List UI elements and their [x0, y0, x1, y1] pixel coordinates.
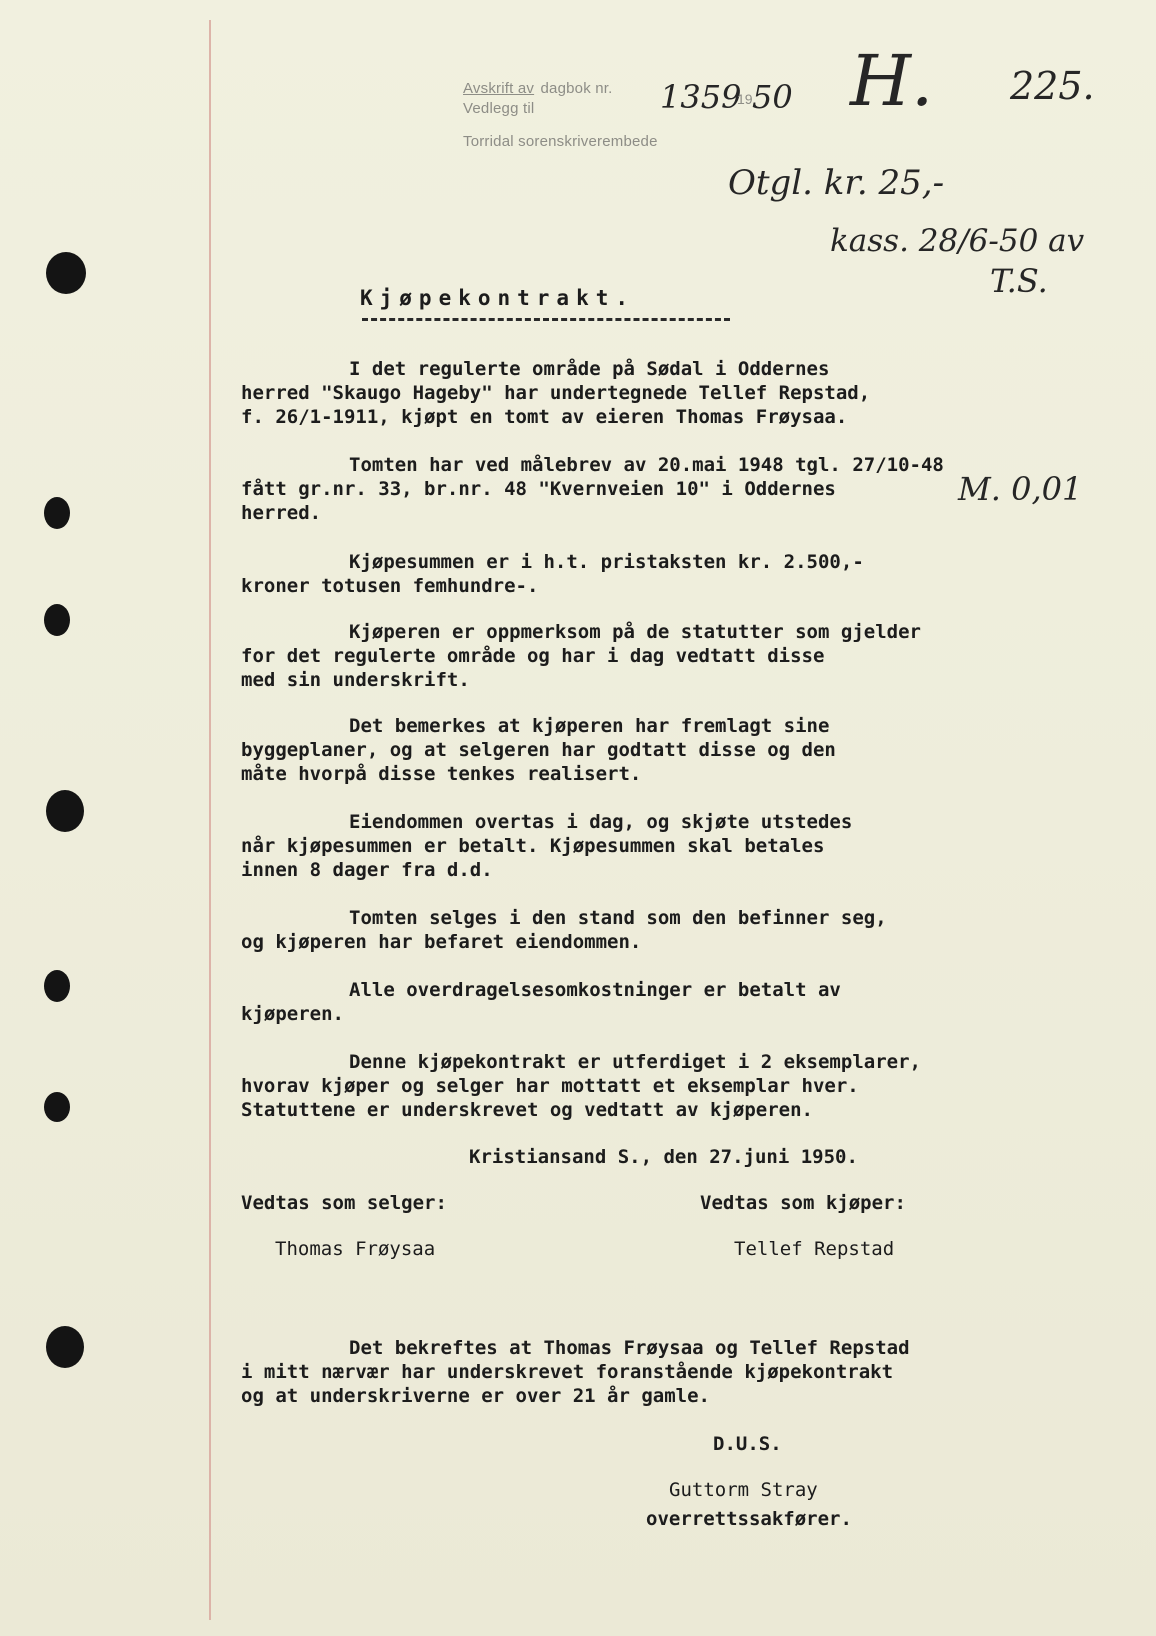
buyer-name: Tellef Repstad [734, 1238, 895, 1260]
stamp-hand-year: 50 [752, 78, 793, 116]
stamp-line2: Vedlegg til [463, 100, 535, 117]
text-line: herred "Skaugo Hageby" har undertegnede Tellef Repstad, [241, 382, 871, 404]
margin-line [209, 20, 211, 1620]
text-line: når kjøpesummen er betalt. Kjøpesummen skal betales [241, 835, 825, 857]
text-line: Det bemerkes at kjøperen har fremlagt sine [349, 715, 830, 737]
text-line: med sin underskrift. [241, 669, 470, 691]
text-line: hvorav kjøper og selger har mottatt et eksemplar hver. [241, 1075, 859, 1097]
text-line: måte hvorpå disse tenkes realisert. [241, 763, 642, 785]
place-date: Kristiansand S., den 27.juni 1950. [469, 1146, 858, 1168]
certification-line: i mitt nærvær har underskrevet foranstående kjøpekontrakt [241, 1361, 894, 1383]
punch-hole [46, 252, 86, 294]
punch-hole [46, 790, 84, 832]
text-line: f. 26/1-1911, kjøpt en tomt av eieren Thomas Frøysaa. [241, 406, 848, 428]
document-title: Kjøpekontrakt. [360, 286, 636, 310]
dus-mark: D.U.S. [713, 1433, 782, 1455]
text-line: herred. [241, 502, 322, 524]
text-line: kroner totusen femhundre-. [241, 575, 539, 597]
seller-name: Thomas Frøysaa [275, 1238, 436, 1260]
title-underline [362, 318, 730, 321]
buyer-label: Vedtas som kjøper: [700, 1192, 906, 1214]
seller-label: Vedtas som selger: [241, 1192, 447, 1214]
text-line: Denne kjøpekontrakt er utferdiget i 2 eksemplarer, [349, 1051, 921, 1073]
certification-line: Det bekreftes at Thomas Frøysaa og Tellef Repstad [349, 1337, 910, 1359]
stamp-line3: Torridal sorenskriverembede [463, 133, 658, 150]
text-line: I det regulerte område på Sødal i Oddernes [349, 358, 830, 380]
punch-hole [44, 604, 70, 636]
punch-hole [44, 970, 70, 1002]
text-line: for det regulerte område og har i dag vedtatt disse [241, 645, 825, 667]
stamp-line1-label: dagbok nr. [540, 80, 613, 97]
text-line: og kjøperen har befaret eiendommen. [241, 931, 642, 953]
office-stamp [463, 80, 613, 97]
initials-annotation: H. [850, 40, 934, 122]
text-line: kjøperen. [241, 1003, 344, 1025]
text-line: Kjøperen er oppmerksom på de statutter som gjelder [349, 621, 921, 643]
text-line: Eiendommen overtas i dag, og skjøte utstedes [349, 811, 853, 833]
text-line: innen 8 dager fra d.d. [241, 859, 493, 881]
text-line: Alle overdragelsesomkostninger er betalt av [349, 979, 841, 1001]
attorney-title: overrettssakfører. [646, 1508, 852, 1530]
stamp-line1-prefix: Avskrift av [463, 80, 535, 97]
punch-hole [46, 1326, 84, 1368]
certification-line: og at underskriverne er over 21 år gamle. [241, 1385, 710, 1407]
punch-hole [44, 497, 70, 529]
stamp-hand-number: 1359 [660, 78, 742, 116]
fee-annotation-line3: T.S. [990, 262, 1048, 300]
fee-annotation-line1: Otgl. kr. 25,- [728, 163, 945, 203]
page-number: 225. [1010, 64, 1095, 108]
text-line: byggeplaner, og at selgeren har godtatt disse og den [241, 739, 836, 761]
fee-annotation-line2: kass. 28/6-50 av [830, 223, 1085, 259]
text-line: Tomten selges i den stand som den befinner seg, [349, 907, 887, 929]
punch-hole [44, 1092, 70, 1122]
text-line: Tomten har ved målebrev av 20.mai 1948 tgl. 27/10-48 [349, 454, 944, 476]
text-line: fått gr.nr. 33, br.nr. 48 "Kvernveien 10" i Oddernes [241, 478, 836, 500]
margin-annotation: M. 0,01 [958, 470, 1083, 508]
attorney-name: Guttorm Stray [669, 1479, 818, 1501]
text-line: Kjøpesummen er i h.t. pristaksten kr. 2.500,- [349, 551, 864, 573]
text-line: Statuttene er underskrevet og vedtatt av kjøperen. [241, 1099, 813, 1121]
stamp-year-prefix: 19 [737, 91, 753, 107]
